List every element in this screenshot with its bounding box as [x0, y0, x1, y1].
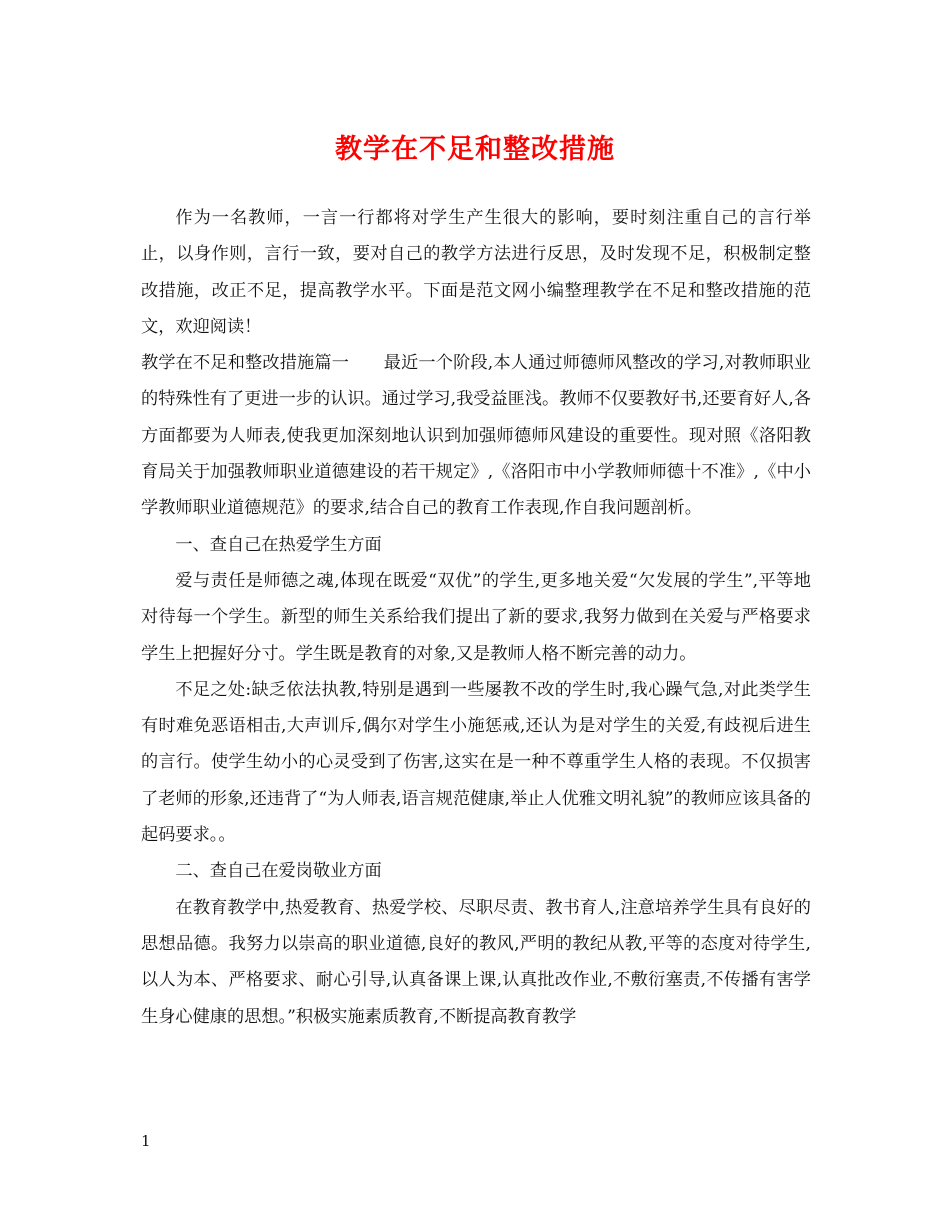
- paragraph: 爱与责任是师德之魂,体现在既爱“双优”的学生,更多地关爱“欠发展的学生”,平等地对待每一个学生。新型的师生关系给我们提出了新的要求,我努力做到在关爱与严格要求学生上把握好分寸。学生既是教育的对象,又是教师人格不断完善的动力。: [141, 570, 811, 664]
- paragraph: 不足之处:缺乏依法执教,特别是遇到一些屡教不改的学生时,我心躁气急,对此类学生有时难免恶语相击,大声训斥,偶尔对学生小施惩戒,还认为是对学生的关爱,有歧视后进生的言行。使学生幼小的心灵受到了伤害,这实在是一种不尊重学生人格的表现。不仅损害了老师的形象,还违背了“为人师表,语言规范健康,举止人优雅文明礼貌”的教师应该具备的起码要求。。: [141, 679, 811, 846]
- section-heading: 一、查自己在热爱学生方面: [175, 534, 382, 555]
- document-body: [141, 200, 811, 1035]
- paragraph: 在教育教学中,热爱教育、热爱学校、尽职尽责、教书育人,注意培养学生具有良好的思想品德。我努力以崇高的职业道德,良好的教风,严明的教纪从教,平等的态度对待学生,以人为本、严格要求、耐心引导,认真备课上课,认真批改作业,不敷衍塞责,不传播有害学生身心健康的思想。”积极实施素质教育,不断提高教育教学: [141, 897, 811, 1027]
- document-title: 教学在不足和整改措施: [335, 134, 615, 165]
- page-number: 1: [141, 1132, 151, 1150]
- paragraph: 教学在不足和整改措施篇一 最近一个阶段,本人通过师德师风整改的学习,对教师职业的特殊性有了更进一步的认识。通过学习,我受益匪浅。教师不仅要教好书,还要育好人,各方面都要为人师表,使我更加深刻地认识到加强师德师风建设的重要性。现对照《洛阳教育局关于加强教师职业道德建设的若干规定》,《洛阳市中小学教师师德十不准》,《中小学教师职业道德规范》的要求,结合自己的教育工作表现,作自我问题剖析。: [141, 353, 811, 519]
- section-heading: 二、查自己在爱岗敬业方面: [175, 861, 382, 882]
- paragraph: 作为一名教师，一言一行都将对学生产生很大的影响，要时刻注重自己的言行举止，以身作则，言行一致，要对自己的教学方法进行反思，及时发现不足，积极制定整改措施，改正不足，提高教学水平。下面是范文网小编整理教学在不足和整改措施的范文，欢迎阅读！: [141, 208, 811, 337]
